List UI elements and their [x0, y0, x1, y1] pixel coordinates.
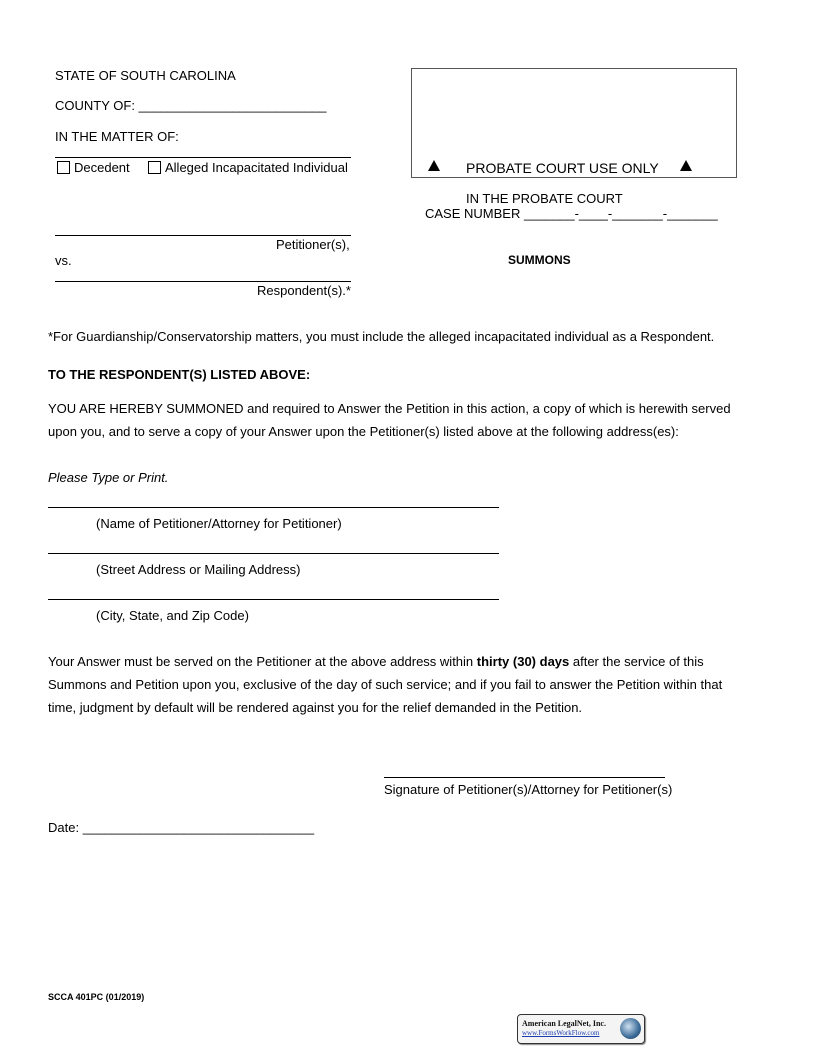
form-code: SCCA 401PC (01/2019) — [48, 992, 145, 1002]
signature-label: Signature of Petitioner(s)/Attorney for Petitioner(s) — [384, 782, 673, 797]
vs-label: vs. — [55, 253, 72, 268]
respondent-heading: TO THE RESPONDENT(S) LISTED ABOVE: — [48, 367, 311, 382]
signature-line[interactable] — [384, 777, 665, 778]
petitioner-line[interactable] — [55, 235, 351, 236]
court-line: IN THE PROBATE COURT — [466, 191, 623, 206]
logo-company: American LegalNet, Inc. — [522, 1019, 606, 1028]
decedent-label: Decedent — [74, 160, 130, 175]
decedent-option[interactable] — [57, 160, 130, 176]
name-line[interactable] — [48, 507, 499, 508]
summons-text-line1: YOU ARE HEREBY SUMMONED and required to Answer the Petition in this action, a copy of which is herewith served — [48, 401, 731, 416]
date-row — [48, 820, 314, 836]
logo-url[interactable]: www.FormsWorkFlow.com — [522, 1029, 600, 1037]
petitioner-label: Petitioner(s), — [276, 237, 350, 252]
county-row — [55, 98, 327, 114]
up-arrow-icon — [680, 160, 692, 171]
name-caption: (Name of Petitioner/Attorney for Petitioner) — [96, 516, 342, 531]
american-legalnet-logo[interactable] — [517, 1014, 645, 1044]
case-number-row — [425, 206, 718, 222]
case-number-field[interactable]: _______-____-_______-_______ — [523, 206, 718, 221]
note-text: *For Guardianship/Conservatorship matters, you must include the alleged incapacitated individual as a Respondent. — [48, 329, 715, 344]
answer-text-pre: Your Answer must be served on the Petitioner at the above address within — [48, 654, 477, 669]
incapacitated-label: Alleged Incapacitated Individual — [165, 160, 348, 175]
street-caption: (Street Address or Mailing Address) — [96, 562, 301, 577]
up-arrow-icon — [428, 160, 440, 171]
summons-text-line2: upon you, and to serve a copy of your Answer upon the Petitioner(s) listed above at the following address(es): — [48, 424, 679, 439]
answer-deadline: thirty (30) days — [476, 654, 570, 669]
respondent-label: Respondent(s).* — [257, 283, 351, 298]
case-number-label: CASE NUMBER — [425, 206, 521, 221]
answer-text-line2: Summons and Petition upon you, exclusive of the day of such service; and if you fail to answer the Petition within that — [48, 677, 723, 692]
date-label: Date: — [48, 820, 80, 835]
city-caption: (City, State, and Zip Code) — [96, 608, 249, 623]
state-heading: STATE OF SOUTH CAROLINA — [55, 68, 236, 83]
respondent-line[interactable] — [55, 281, 351, 282]
decedent-checkbox[interactable] — [57, 161, 70, 174]
street-line[interactable] — [48, 553, 499, 554]
matter-label: IN THE MATTER OF: — [55, 129, 179, 144]
county-field[interactable]: __________________________ — [138, 98, 327, 113]
date-field[interactable]: ________________________________ — [82, 820, 315, 835]
incapacitated-option[interactable] — [148, 160, 348, 176]
please-type-label: Please Type or Print. — [48, 470, 169, 485]
page-title: SUMMONS — [508, 253, 571, 267]
county-label: COUNTY OF: — [55, 98, 135, 113]
globe-icon — [620, 1018, 641, 1039]
answer-text-line1 — [48, 654, 704, 670]
city-line[interactable] — [48, 599, 499, 600]
probate-use-label: PROBATE COURT USE ONLY — [466, 160, 659, 176]
answer-text-post: after the service of this — [569, 654, 704, 669]
answer-text-line3: time, judgment by default will be rendered against you for the relief demanded in the Petition. — [48, 700, 583, 715]
incapacitated-checkbox[interactable] — [148, 161, 161, 174]
matter-line[interactable] — [55, 157, 351, 158]
